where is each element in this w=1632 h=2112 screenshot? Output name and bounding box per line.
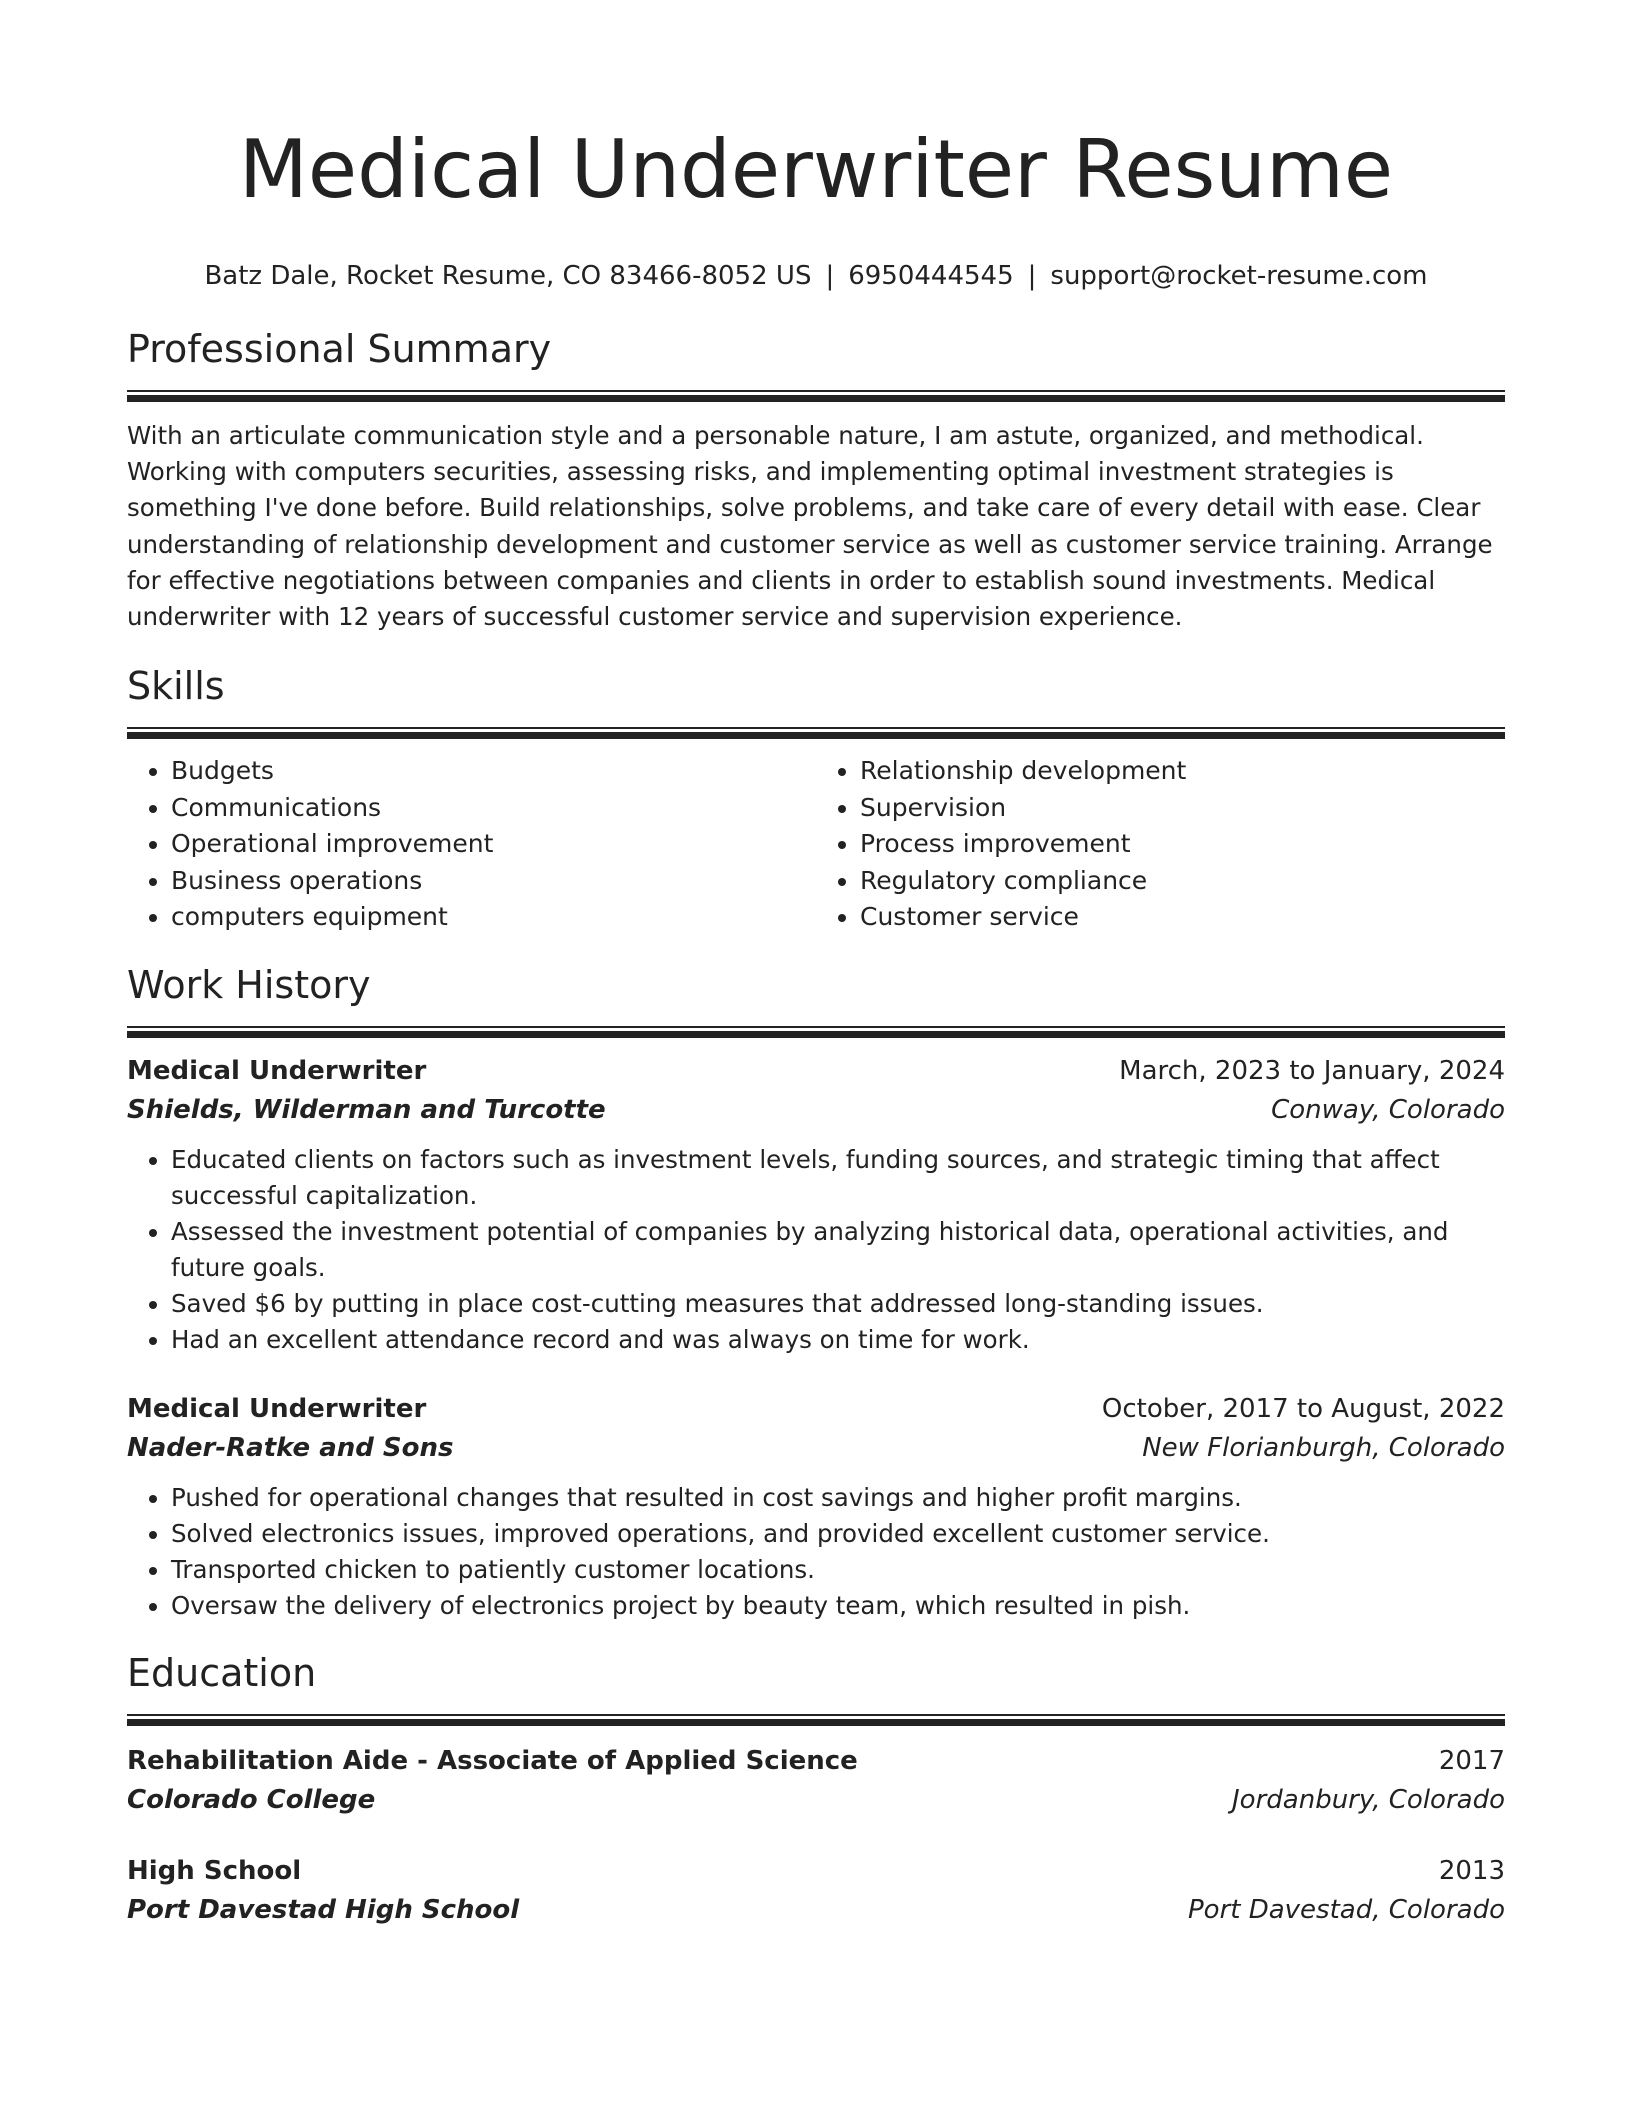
job-bullet: • Oversaw the delivery of electronics project by beauty team, which resulted in pish. <box>171 1588 1505 1624</box>
skill-item: • Budgets <box>171 753 816 790</box>
education-header <box>127 1742 1505 1781</box>
job-bullets <box>127 1142 1505 1358</box>
job-entry <box>127 1390 1505 1624</box>
job-bullet: • Had an excellent attendance record and was always on time for work. <box>171 1322 1505 1358</box>
section-heading-education: Education <box>127 1650 317 1695</box>
education-year: 2013 <box>1438 1855 1505 1886</box>
job-bullet: • Assessed the investment potential of companies by analyzing historical data, operational activities, and future goals. <box>171 1214 1505 1286</box>
job-dates: March, 2023 to January, 2024 <box>1119 1055 1505 1086</box>
contact-email: support@rocket-resume.com <box>1050 261 1428 291</box>
resume-title: Medical Underwriter Resume <box>238 123 1394 216</box>
education-entry <box>127 1742 1505 1820</box>
job-company: Nader-Ratke and Sons <box>127 1432 454 1463</box>
skill-item: • Customer service <box>860 899 1505 936</box>
job-entry <box>127 1052 1505 1358</box>
education-school: Colorado College <box>127 1784 376 1815</box>
job-bullet: • Solved electronics issues, improved operations, and provided excellent customer service. <box>171 1516 1505 1552</box>
skills-list-right <box>816 753 1505 936</box>
education-location: Jordanbury, Colorado <box>1232 1784 1505 1815</box>
job-header <box>127 1052 1505 1091</box>
skill-item: • computers equipment <box>171 899 816 936</box>
education-degree: High School <box>127 1855 302 1886</box>
section-heading-summary: Professional Summary <box>127 327 552 371</box>
job-bullet: • Pushed for operational changes that resulted in cost savings and higher profit margins. <box>171 1480 1505 1516</box>
education-header <box>127 1852 1505 1891</box>
section-divider <box>127 727 1505 739</box>
job-title: Medical Underwriter <box>127 1055 427 1086</box>
skills-section <box>127 661 1505 936</box>
contact-phone: 6950444545 <box>848 261 1014 291</box>
skill-item: • Regulatory compliance <box>860 863 1505 900</box>
job-title: Medical Underwriter <box>127 1393 427 1424</box>
section-heading-skills: Skills <box>127 664 225 709</box>
skill-item: • Business operations <box>171 863 816 900</box>
summary-section <box>127 324 1505 635</box>
skills-columns <box>127 753 1505 936</box>
education-year: 2017 <box>1438 1745 1505 1776</box>
job-header <box>127 1390 1505 1429</box>
education-subheader <box>127 1891 1505 1930</box>
section-divider <box>127 390 1505 402</box>
education-location: Port Davestad, Colorado <box>1187 1894 1505 1925</box>
work-history-section <box>127 960 1505 1624</box>
job-location: Conway, Colorado <box>1271 1094 1505 1125</box>
contact-separator: | <box>1027 261 1037 291</box>
summary-text: With an articulate communication style and a personable nature, I am astute, organized, and methodical. Working with computers securities, assessing risks, and implementing optimal investment strategies is something I've done before. Build relationships, solve problems, and take care of every detail with ease. Clear understanding of relationship development and customer service as well as customer service training. Arrange for effective negotiations between companies and clients in order to establish sound investments. Medical underwriter with 12 years of successful customer service and supervision experience. <box>127 421 1493 632</box>
education-degree: Rehabilitation Aide - Associate of Applied Science <box>127 1745 858 1776</box>
job-company: Shields, Wilderman and Turcotte <box>127 1094 606 1125</box>
skill-item: • Relationship development <box>860 753 1505 790</box>
contact-line <box>127 258 1505 294</box>
section-divider <box>127 1714 1505 1726</box>
skill-item: • Operational improvement <box>171 826 816 863</box>
education-subheader <box>127 1781 1505 1820</box>
skills-list-left <box>127 753 816 936</box>
section-divider <box>127 1026 1505 1038</box>
section-heading-work-history: Work History <box>127 962 371 1007</box>
job-bullet: • Educated clients on factors such as investment levels, funding sources, and strategic timing that affect successful capitalization. <box>171 1142 1505 1214</box>
education-section <box>127 1648 1505 1930</box>
skill-item: • Supervision <box>860 790 1505 827</box>
skill-item: • Process improvement <box>860 826 1505 863</box>
skill-item: • Communications <box>171 790 816 827</box>
contact-address: Batz Dale, Rocket Resume, CO 83466-8052 US <box>204 261 812 291</box>
job-bullet: • Saved $6 by putting in place cost-cutting measures that addressed long-standing issues. <box>171 1286 1505 1322</box>
job-dates: October, 2017 to August, 2022 <box>1101 1393 1505 1424</box>
job-location: New Florianburgh, Colorado <box>1142 1432 1505 1463</box>
job-bullet: • Transported chicken to patiently customer locations. <box>171 1552 1505 1588</box>
education-entry <box>127 1852 1505 1930</box>
education-school: Port Davestad High School <box>127 1894 520 1925</box>
job-subheader <box>127 1091 1505 1130</box>
job-subheader <box>127 1429 1505 1468</box>
job-bullets <box>127 1480 1505 1624</box>
contact-separator: | <box>825 261 835 291</box>
